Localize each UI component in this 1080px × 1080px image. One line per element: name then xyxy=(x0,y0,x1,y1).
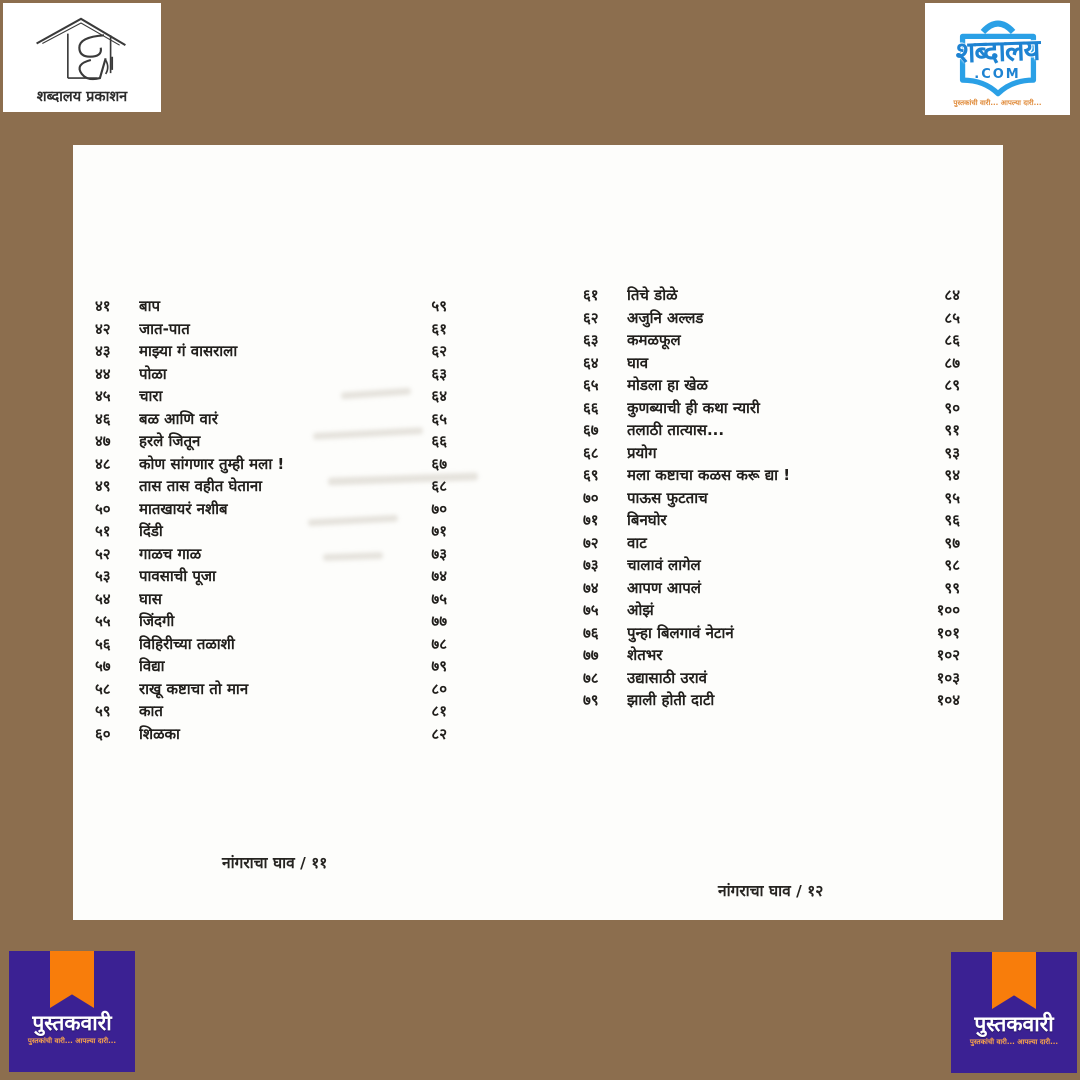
entry-title: मोडला हा खेळ xyxy=(627,376,708,394)
entry-title: राखू कष्टाचा तो मान xyxy=(139,679,249,698)
toc-entry xyxy=(95,454,447,477)
entry-page: ६७ xyxy=(431,454,447,473)
entry-page: ६८ xyxy=(431,477,447,495)
entry-number: ६४ xyxy=(583,353,599,372)
entry-title: मला कष्टाचा कळस करू द्या ! xyxy=(627,466,791,484)
house-logo-icon xyxy=(31,9,131,83)
entry-title: तास तास वहीत घेताना xyxy=(139,477,263,495)
entry-page: ८५ xyxy=(944,308,960,327)
entry-page: ९९ xyxy=(944,578,960,597)
toc-entry xyxy=(95,476,447,499)
entry-number: ६० xyxy=(95,724,111,743)
entry-title: माझ्या गं वासराला xyxy=(139,342,238,360)
toc-entry xyxy=(95,521,447,544)
entry-page: ७८ xyxy=(431,634,447,653)
entry-page: १०३ xyxy=(936,668,960,687)
entry-page: ९८ xyxy=(944,556,960,574)
toc-entry xyxy=(95,634,447,657)
entry-page: ९४ xyxy=(944,466,960,484)
entry-number: ५३ xyxy=(95,567,111,585)
entry-page: ७५ xyxy=(431,589,447,608)
entry-number: ७१ xyxy=(583,511,599,529)
toc-entry xyxy=(583,353,960,376)
entry-number: ६९ xyxy=(583,466,599,484)
entry-number: ७५ xyxy=(583,601,599,619)
toc-entry xyxy=(95,409,447,432)
entry-page: १०२ xyxy=(936,646,960,664)
bookmark-ribbon-icon xyxy=(992,952,1036,1009)
entry-page: ८१ xyxy=(431,702,447,720)
site-domain: .COM xyxy=(974,67,1021,82)
toc-entry xyxy=(95,611,447,634)
entry-page: ८२ xyxy=(431,724,447,743)
bookstore-tagline: पुस्तकांची वारी... आपल्या दारी... xyxy=(969,1038,1059,1046)
entry-number: ५२ xyxy=(95,544,111,563)
entry-title: दिंडी xyxy=(139,522,163,540)
entry-title: घास xyxy=(139,589,162,608)
toc-entry xyxy=(95,724,447,747)
entry-number: ६७ xyxy=(583,421,599,439)
bookstore-name: पुस्तकवारी xyxy=(974,1012,1054,1036)
entry-page: ९१ xyxy=(944,421,960,439)
entry-page: ६४ xyxy=(431,387,447,405)
toc-entry xyxy=(95,431,447,454)
bookmark-ribbon-icon xyxy=(50,951,94,1008)
toc-entry xyxy=(95,589,447,612)
entry-title: कात xyxy=(139,702,163,720)
toc-entry xyxy=(95,499,447,522)
entry-number: ७६ xyxy=(583,623,599,642)
entry-page: ९० xyxy=(944,398,960,417)
site-title: शब्दालय xyxy=(955,32,1040,70)
entry-number: ४८ xyxy=(95,454,111,473)
toc-entry xyxy=(95,364,447,387)
entry-title: बिनघोर xyxy=(627,511,667,529)
toc-entry xyxy=(583,510,960,533)
entry-number: ७२ xyxy=(583,533,599,552)
entry-number: ५१ xyxy=(95,522,111,540)
entry-number: ४२ xyxy=(95,319,111,338)
right-page-footer: नांगराचा घाव / १२ xyxy=(718,882,824,900)
toc-entry xyxy=(583,285,960,308)
toc-right-page xyxy=(583,285,960,713)
entry-title: कमळफूल xyxy=(627,331,681,349)
toc-entry xyxy=(583,623,960,646)
entry-title: हरले जितून xyxy=(139,432,201,450)
entry-number: ६६ xyxy=(583,398,599,417)
toc-entry xyxy=(95,566,447,589)
toc-entry xyxy=(583,443,960,466)
entry-title: जात-पात xyxy=(139,319,190,338)
entry-number: ७३ xyxy=(583,556,599,574)
toc-entry xyxy=(95,544,447,567)
entry-number: ५६ xyxy=(95,634,111,653)
entry-number: ६८ xyxy=(583,443,599,462)
entry-title: ओझं xyxy=(627,601,654,619)
entry-number: ५४ xyxy=(95,589,111,608)
toc-entry xyxy=(583,690,960,713)
entry-number: ६३ xyxy=(583,331,599,349)
site-tagline: पुस्तकांची वारी... आपल्या दारी... xyxy=(953,99,1042,107)
left-page-footer: नांगराचा घाव / ११ xyxy=(222,854,328,872)
entry-number: ७८ xyxy=(583,668,599,687)
entry-page: ६५ xyxy=(431,409,447,428)
publisher-name: शब्दालय प्रकाशन xyxy=(36,89,128,105)
toc-entry xyxy=(95,341,447,364)
toc-entry xyxy=(583,668,960,691)
entry-page: ८९ xyxy=(944,376,960,394)
bookstore-name: पुस्तकवारी xyxy=(32,1011,112,1035)
entry-title: पाऊस फुटताच xyxy=(627,488,708,507)
entry-title: प्रयोग xyxy=(627,443,657,462)
toc-entry xyxy=(583,465,960,488)
toc-entry xyxy=(95,386,447,409)
entry-number: ७९ xyxy=(583,691,599,709)
toc-entry xyxy=(583,330,960,353)
toc-entry xyxy=(583,375,960,398)
entry-title: आपण आपलं xyxy=(627,578,701,597)
entry-number: ७७ xyxy=(583,646,599,664)
entry-title: पोळा xyxy=(139,364,167,383)
bookstore-logo-right xyxy=(951,952,1077,1073)
toc-entry xyxy=(583,533,960,556)
entry-number: ६१ xyxy=(583,286,599,304)
toc-entry xyxy=(95,656,447,679)
entry-title: बळ आणि वारं xyxy=(139,409,218,428)
entry-title: मातखायरं नशीब xyxy=(139,499,228,518)
toc-entry xyxy=(583,488,960,511)
entry-title: गाळच गाळ xyxy=(139,544,202,563)
entry-page: ८६ xyxy=(944,331,960,349)
entry-page: १०० xyxy=(936,601,960,619)
entry-number: ६५ xyxy=(583,376,599,394)
entry-number: ७४ xyxy=(583,578,599,597)
entry-page: ९७ xyxy=(944,533,960,552)
entry-number: ७० xyxy=(583,488,599,507)
entry-number: ५८ xyxy=(95,679,111,698)
entry-page: ६६ xyxy=(431,432,447,450)
entry-number: ४७ xyxy=(95,432,111,450)
entry-number: ४३ xyxy=(95,342,111,360)
entry-title: शिळका xyxy=(139,724,180,743)
entry-title: जिंदगी xyxy=(139,612,175,630)
entry-number: ४६ xyxy=(95,409,111,428)
entry-page: ८७ xyxy=(944,353,960,372)
entry-page: ९५ xyxy=(944,488,960,507)
toc-entry xyxy=(95,701,447,724)
entry-title: उद्यासाठी उरावं xyxy=(627,668,707,687)
entry-title: वाट xyxy=(627,533,647,552)
entry-title: पावसाची पूजा xyxy=(139,567,216,585)
entry-title: पुन्हा बिलगावं नेटानं xyxy=(627,623,734,642)
entry-page: ७७ xyxy=(431,612,447,630)
entry-title: चारा xyxy=(139,387,163,405)
entry-page: ६२ xyxy=(431,342,447,360)
toc-entry xyxy=(583,578,960,601)
entry-page: १०१ xyxy=(936,623,960,642)
entry-title: चालावं लागेल xyxy=(627,556,701,574)
toc-entry xyxy=(583,308,960,331)
entry-title: घाव xyxy=(627,353,649,372)
publisher-logo xyxy=(3,3,161,112)
toc-entry xyxy=(95,679,447,702)
entry-page: ७४ xyxy=(431,567,447,585)
entry-number: ४१ xyxy=(95,297,111,315)
entry-page: ९६ xyxy=(944,511,960,529)
entry-title: तलाठी तात्यास... xyxy=(627,421,725,439)
entry-title: तिचे डोळे xyxy=(627,286,678,304)
entry-number: ४५ xyxy=(95,387,111,405)
toc-left-page xyxy=(95,296,447,746)
site-logo xyxy=(925,3,1070,115)
entry-number: ६२ xyxy=(583,308,599,327)
toc-entry xyxy=(95,319,447,342)
entry-title: कोण सांगणार तुम्ही मला ! xyxy=(139,454,285,473)
entry-number: ५९ xyxy=(95,702,111,720)
entry-page: ७९ xyxy=(431,657,447,675)
entry-number: ४९ xyxy=(95,477,111,495)
entry-page: ८० xyxy=(431,679,447,698)
toc-entry xyxy=(583,600,960,623)
toc-entry xyxy=(583,420,960,443)
entry-title: कुणब्याची ही कथा न्यारी xyxy=(627,398,760,417)
entry-number: ४४ xyxy=(95,364,111,383)
entry-title: बाप xyxy=(139,297,160,315)
entry-page: ६१ xyxy=(431,319,447,338)
entry-title: अजुनि अल्लड xyxy=(627,308,704,327)
entry-page: ७१ xyxy=(431,522,447,540)
entry-page: ६३ xyxy=(431,364,447,383)
entry-number: ५० xyxy=(95,499,111,518)
entry-title: शेतभर xyxy=(627,646,663,664)
entry-title: विहिरीच्या तळाशी xyxy=(139,634,235,653)
book-spread xyxy=(73,145,1003,920)
entry-page: ७० xyxy=(431,499,447,518)
bookstore-logo-left xyxy=(9,951,135,1072)
toc-entry xyxy=(583,398,960,421)
bookstore-tagline: पुस्तकांची वारी... आपल्या दारी... xyxy=(27,1037,117,1045)
toc-entry xyxy=(583,645,960,668)
toc-entry xyxy=(583,555,960,578)
toc-entry xyxy=(95,296,447,319)
entry-page: ५९ xyxy=(431,297,447,315)
entry-page: ९३ xyxy=(944,443,960,462)
entry-number: ५५ xyxy=(95,612,111,630)
entry-number: ५७ xyxy=(95,657,111,675)
entry-page: १०४ xyxy=(936,691,960,709)
entry-page: ८४ xyxy=(944,286,960,304)
entry-page: ७३ xyxy=(431,544,447,563)
entry-title: झाली होती दाटी xyxy=(627,691,715,709)
entry-title: विद्या xyxy=(139,657,165,675)
